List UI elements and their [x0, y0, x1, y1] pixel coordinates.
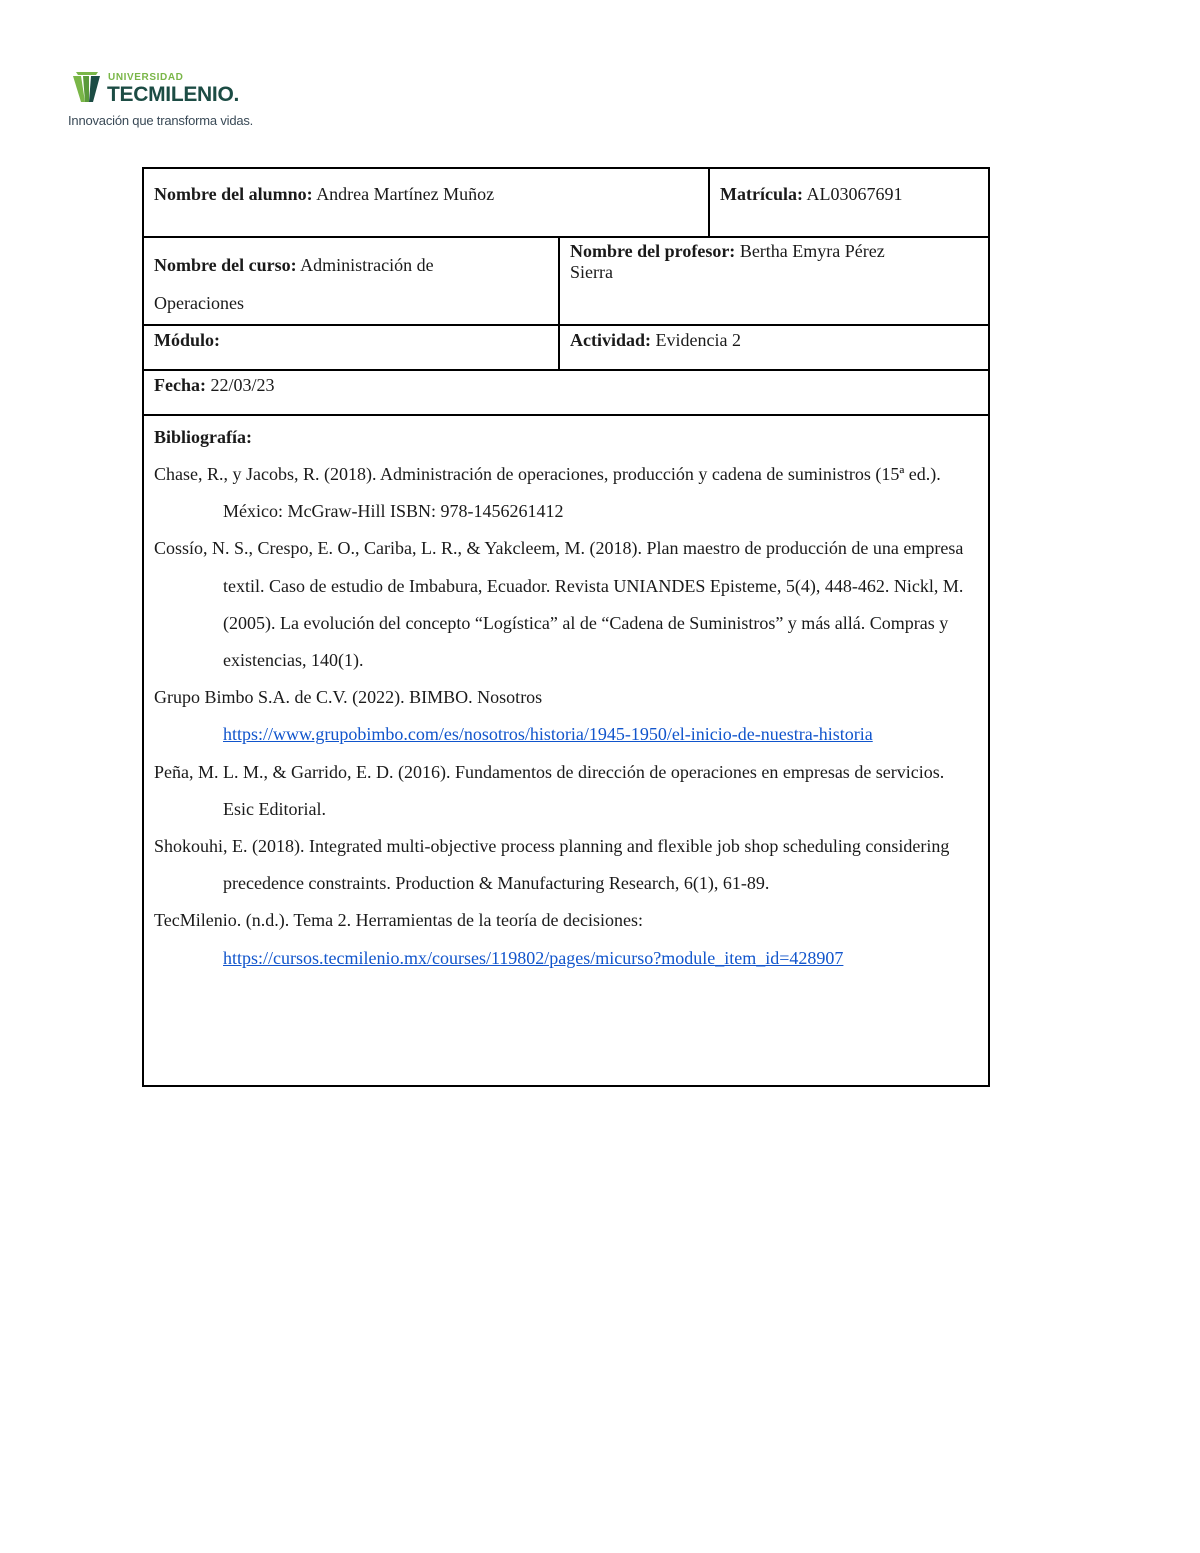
- tecmilenio-logo-icon: [72, 72, 102, 106]
- matricula-cell: [710, 184, 990, 205]
- reference-item: [154, 679, 978, 753]
- reference-item: [154, 456, 978, 530]
- reference-link[interactable]: https://cursos.tecmilenio.mx/courses/119802/pages/micurso?module_item_id=428907: [223, 947, 844, 968]
- course-name-value-2: Operaciones: [154, 293, 244, 313]
- student-name-cell: [144, 184, 708, 205]
- row-divider: [144, 236, 988, 238]
- course-name-cell: [144, 246, 558, 322]
- professor-name-label: Nombre del profesor:: [570, 241, 736, 261]
- professor-name-value-2: Sierra: [570, 262, 613, 282]
- date-cell: [144, 375, 990, 396]
- bibliography-title: Bibliografía:: [154, 427, 252, 447]
- reference-item: [154, 902, 978, 976]
- row-divider: [144, 324, 988, 326]
- reference-text: Shokouhi, E. (2018). Integrated multi-objective process planning and flexible job shop scheduling considering precedence constraints. Production & Manufacturing Research, 6(1), 61-89.: [154, 836, 950, 894]
- reference-text: Peña, M. L. M., & Garrido, E. D. (2016). Fundamentos de dirección de operaciones en empresas de servicios. Esic Editorial.: [154, 761, 945, 819]
- row-divider: [144, 369, 988, 371]
- activity-cell: [560, 330, 990, 351]
- logo-tagline: Innovación que transforma vidas.: [68, 113, 254, 128]
- professor-name-value-1: Bertha Emyra Pérez: [739, 241, 885, 261]
- header-form-table: [142, 167, 990, 1087]
- reference-text: Chase, R., y Jacobs, R. (2018). Administración de operaciones, producción y cadena de suministros (15ª ed.). México: McGraw-Hill ISBN: 978-1456261412: [154, 464, 941, 522]
- bibliography-section: [144, 419, 988, 977]
- reference-item: [154, 530, 978, 679]
- student-name-label: Nombre del alumno:: [154, 184, 313, 204]
- activity-label: Actividad:: [570, 330, 651, 350]
- reference-link[interactable]: https://www.grupobimbo.com/es/nosotros/historia/1945-1950/el-inicio-de-nuestra-historia: [223, 724, 873, 745]
- module-cell: [144, 330, 558, 351]
- course-name-label: Nombre del curso:: [154, 255, 297, 275]
- reference-text: Grupo Bimbo S.A. de C.V. (2022). BIMBO. Nosotros: [154, 687, 543, 708]
- logo-university-text: UNIVERSIDAD: [108, 72, 184, 83]
- module-label: Módulo:: [154, 330, 221, 350]
- date-value: 22/03/23: [210, 375, 275, 395]
- reference-text: Cossío, N. S., Crespo, E. O., Cariba, L. R., & Yakcleem, M. (2018). Plan maestro de producción de una empresa textil. Caso de estudio de Imbabura, Ecuador. Revista UNIANDES Episteme, 5(4), 448-462. Nickl, M. (2005). La evolución del concepto “Logística” al de “Cadena de Suministros” y más allá. Compras y existencias, 140(1).: [154, 538, 964, 671]
- reference-text: TecMilenio. (n.d.). Tema 2. Herramientas de la teoría de decisiones:: [154, 910, 643, 931]
- date-label: Fecha:: [154, 375, 206, 395]
- logo-tecmilenio-text: TECMILENIO.: [107, 83, 240, 106]
- matricula-label: Matrícula:: [720, 184, 803, 204]
- activity-value: Evidencia 2: [655, 330, 741, 350]
- row-divider: [144, 414, 988, 416]
- professor-name-cell: [560, 241, 990, 283]
- student-name-value: Andrea Martínez Muñoz: [316, 184, 495, 204]
- reference-item: [154, 828, 978, 902]
- reference-item: [154, 754, 978, 828]
- university-logo: [68, 66, 308, 136]
- matricula-value: AL03067691: [806, 184, 903, 204]
- course-name-value-1: Administración de: [300, 255, 434, 275]
